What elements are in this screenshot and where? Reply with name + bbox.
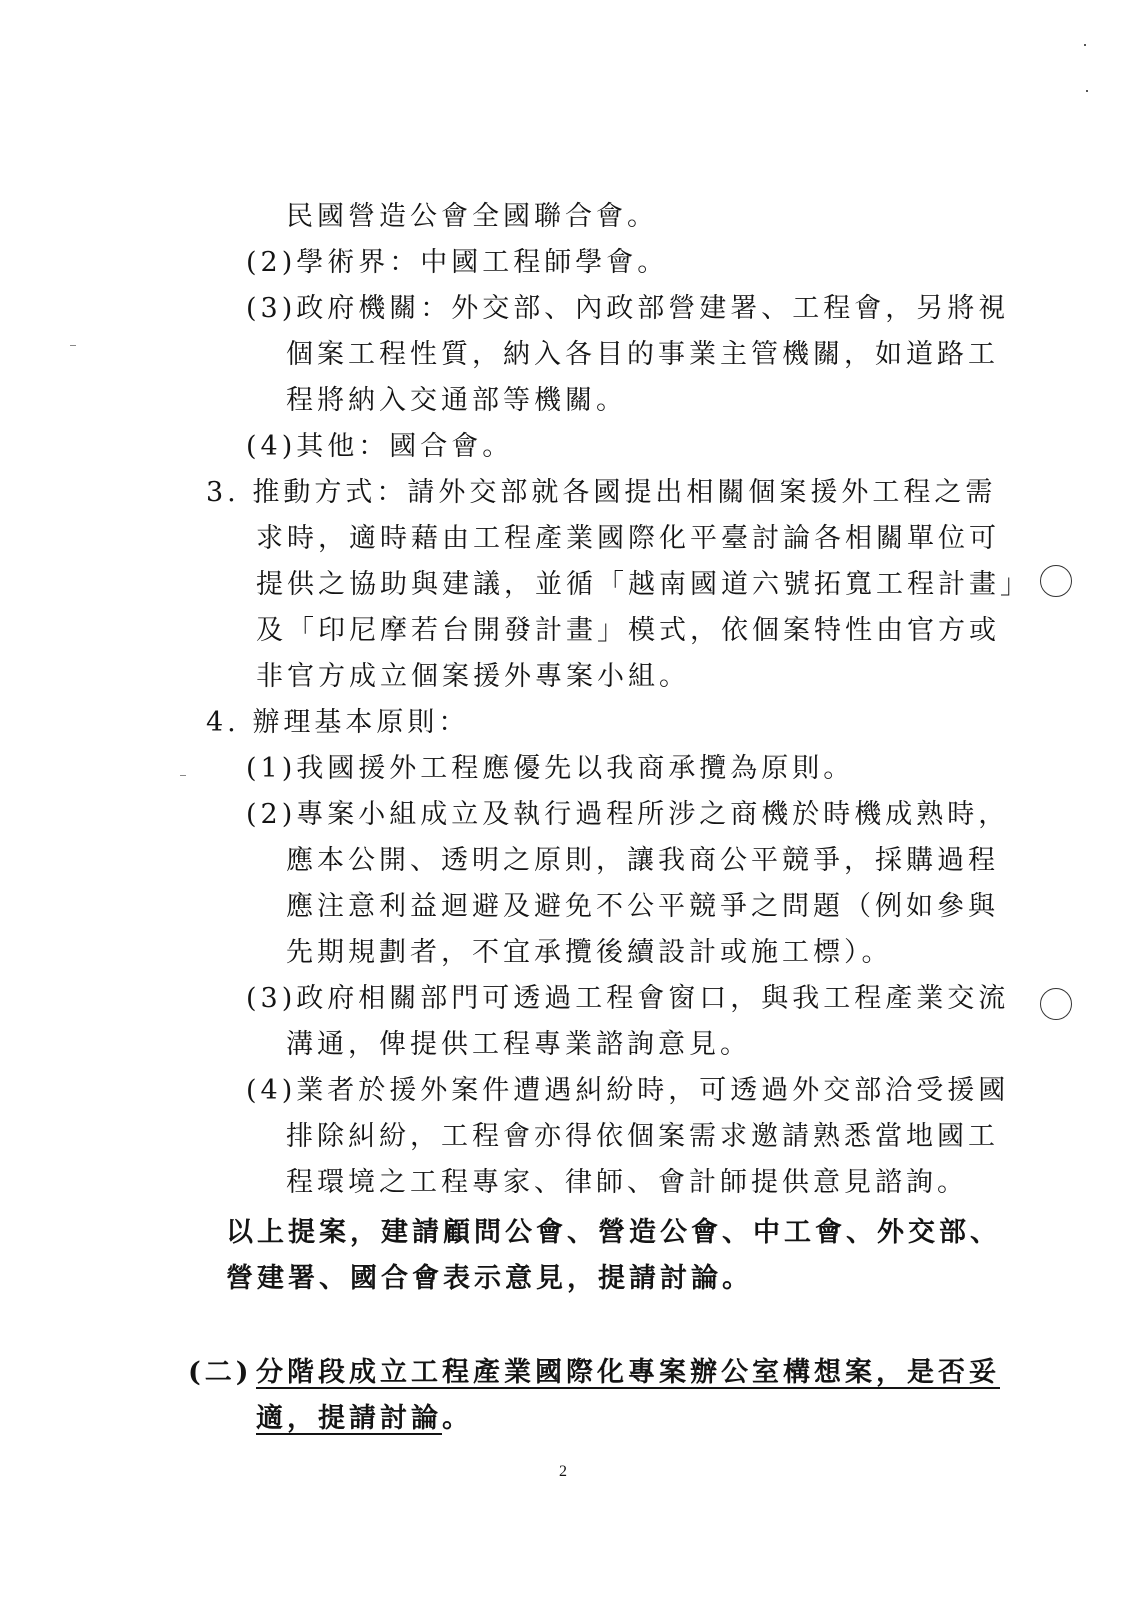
proposal-line-1: 以上提案，建請顧問公會、營造公會、中工會、外交部、: [226, 1217, 1001, 1248]
text-line-5: 程將納入交通部等機關。: [286, 385, 627, 416]
text-line-6: (4)其他：國合會。: [246, 431, 514, 462]
text-line-17: 先期規劃者，不宜承攬後續設計或施工標）。: [286, 937, 893, 968]
binder-hole-top: [1040, 565, 1072, 597]
binder-hole-bottom: [1040, 988, 1072, 1020]
text-line-13: (1)我國援外工程應優先以我商承攬為原則。: [246, 753, 855, 784]
page-number: 2: [559, 1463, 567, 1480]
text-line-12: 4. 辦理基本原則：: [206, 707, 470, 738]
scan-mark: [180, 775, 186, 776]
proposal-line-2: 營建署、國合會表示意見，提請討論。: [226, 1263, 753, 1294]
text-line-1: 民國營造公會全國聯合會。: [286, 201, 658, 232]
text-line-9: 提供之協助與建議，並循「越南國道六號拓寬工程計畫」: [256, 569, 1031, 600]
section-marker: (二): [188, 1357, 253, 1388]
text-line-15: 應本公開、透明之原則，讓我商公平競爭，採購過程: [286, 845, 999, 876]
text-line-22: 程環境之工程專家、律師、會計師提供意見諮詢。: [286, 1167, 968, 1198]
text-line-8: 求時，適時藉由工程產業國際化平臺討論各相關單位可: [256, 523, 1000, 554]
text-line-2: (2)學術界：中國工程師學會。: [246, 247, 669, 278]
text-line-19: 溝通，俾提供工程專業諮詢意見。: [286, 1029, 751, 1060]
text-line-4: 個案工程性質，納入各目的事業主管機關，如道路工: [286, 339, 999, 370]
text-line-16: 應注意利益迴避及避免不公平競爭之問題（例如參與: [286, 891, 999, 922]
text-line-3: (3)政府機關：外交部、內政部營建署、工程會，另將視: [246, 293, 1010, 324]
section-title-line-2-text: 適，提請討論: [256, 1403, 442, 1434]
section-title-line-2-end: 。: [442, 1403, 473, 1434]
text-line-21: 排除糾紛，工程會亦得依個案需求邀請熟悉當地國工: [286, 1121, 999, 1152]
section-title-line-1: 分階段成立工程產業國際化專案辦公室構想案，是否妥: [256, 1357, 1000, 1388]
section-title-line-2: [256, 1402, 473, 1436]
text-line-14: (2)專案小組成立及執行過程所涉之商機於時機成熟時，: [246, 799, 1010, 830]
text-line-7: 3. 推動方式：請外交部就各國提出相關個案援外工程之需: [206, 477, 997, 508]
scan-speck: [1086, 90, 1088, 92]
text-line-10: 及「印尼摩若台開發計畫」模式，依個案特性由官方或: [256, 615, 1000, 646]
scan-mark: [70, 345, 76, 346]
scan-speck: [1084, 44, 1086, 46]
text-line-20: (4)業者於援外案件遭遇糾紛時，可透過外交部洽受援國: [246, 1075, 1010, 1106]
text-line-18: (3)政府相關部門可透過工程會窗口，與我工程產業交流: [246, 983, 1010, 1014]
text-line-11: 非官方成立個案援外專案小組。: [256, 661, 690, 692]
